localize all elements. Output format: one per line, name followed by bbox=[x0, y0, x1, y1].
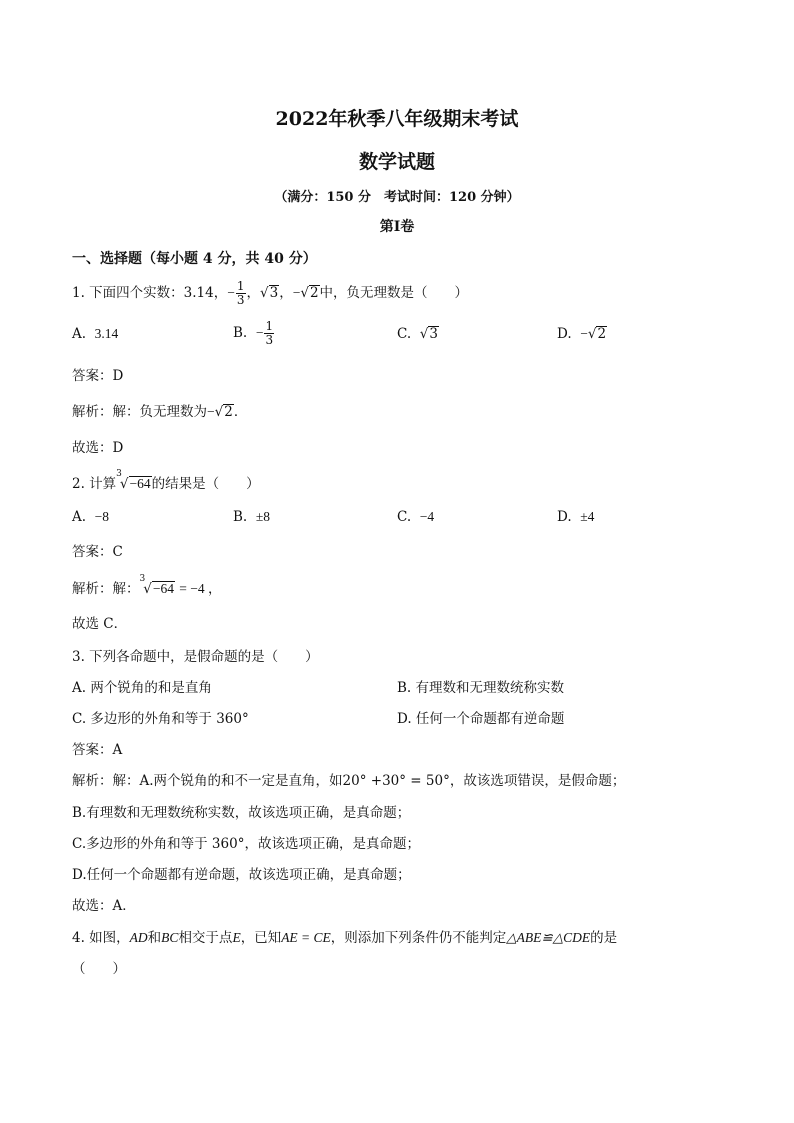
q4-stem: 4. 如图，AD和BC相交于点E，已知AE = CE，则添加下列条件仍不能判定△ABE≌△CDE的是 bbox=[72, 930, 618, 946]
q1-option-a: A. 3.14 bbox=[72, 326, 119, 342]
q2-option-a: A. −8 bbox=[72, 509, 110, 525]
q2-option-d: D. ±4 bbox=[557, 509, 595, 525]
exam-title: 2022年秋季八年级期末考试 bbox=[275, 108, 519, 130]
q3-answer: 答案：A bbox=[72, 742, 123, 758]
subject-title: 数学试题 bbox=[358, 151, 435, 173]
q3-analysis-b: B.有理数和无理数统称实数，故该选项正确，是真命题； bbox=[72, 805, 411, 821]
q1-stem: 1. 下面四个实数：3.14，− $\frac{1}{3}$ ，√3，−√2中，负无理数是（ ） bbox=[72, 279, 469, 307]
q1-stem-sqrt3: √3 bbox=[260, 285, 279, 301]
volume-label: 第Ⅰ卷 bbox=[379, 219, 415, 235]
q1-option-c: C. √3 bbox=[397, 326, 438, 342]
q1-stem-post: 中，负无理数是（ ） bbox=[319, 285, 469, 301]
q2-answer: 答案：C bbox=[72, 544, 123, 560]
q4-paren: （ ） bbox=[72, 961, 126, 977]
q1-answer: 答案：D bbox=[72, 368, 124, 384]
q3-stem: 3. 下列各命题中，是假命题的是（ ） bbox=[72, 649, 319, 665]
section-heading: 一、选择题（每小题 4 分，共 40 分） bbox=[72, 251, 317, 267]
q3-analysis-c: C.多边形的外角和等于 360°，故该选项正确，是真命题； bbox=[72, 836, 420, 852]
q3-choose: 故选：A． bbox=[72, 898, 136, 914]
q1-choose: 故选：D bbox=[72, 440, 124, 456]
q1-stem-pre: 1. 下面四个实数：3.14， bbox=[72, 285, 228, 301]
q3-option-d: D. 任何一个命题都有逆命题 bbox=[397, 711, 565, 727]
q3-option-a: A. 两个锐角的和是直角 bbox=[72, 680, 212, 696]
q1-option-d: D. −√2 bbox=[557, 326, 607, 342]
q3-analysis-d: D.任何一个命题都有逆命题，故该选项正确，是真命题； bbox=[72, 867, 411, 883]
q1-analysis: 解析：解：负无理数为−√2． bbox=[72, 404, 248, 420]
q2-option-b: B. ±8 bbox=[233, 509, 270, 525]
q3-option-b: B. 有理数和无理数统称实数 bbox=[397, 680, 565, 696]
q3-analysis-a: 解析：解：A.两个锐角的和不一定是直角，如20° +30° = 50°，故该选项错误，是假命题； bbox=[72, 773, 626, 789]
q2-option-c: C. −4 bbox=[397, 509, 435, 525]
q2-analysis: 解析：解：$^3$√−64 = −4 ， bbox=[72, 574, 222, 597]
exam-info: （满分：150 分 考试时间：120 分钟） bbox=[274, 190, 520, 205]
q2-choose: 故选 C． bbox=[72, 616, 128, 632]
q1-stem-fraction: $\frac{1}{3}$ bbox=[236, 279, 245, 307]
q1-stem-sqrt2: √2 bbox=[300, 285, 319, 301]
q3-option-c: C. 多边形的外角和等于 360° bbox=[72, 711, 249, 727]
q2-stem: 2. 计算$^3$√−64的结果是（ ） bbox=[72, 469, 260, 492]
q1-option-b: B. − $\frac{1}{3}$ bbox=[233, 319, 274, 347]
